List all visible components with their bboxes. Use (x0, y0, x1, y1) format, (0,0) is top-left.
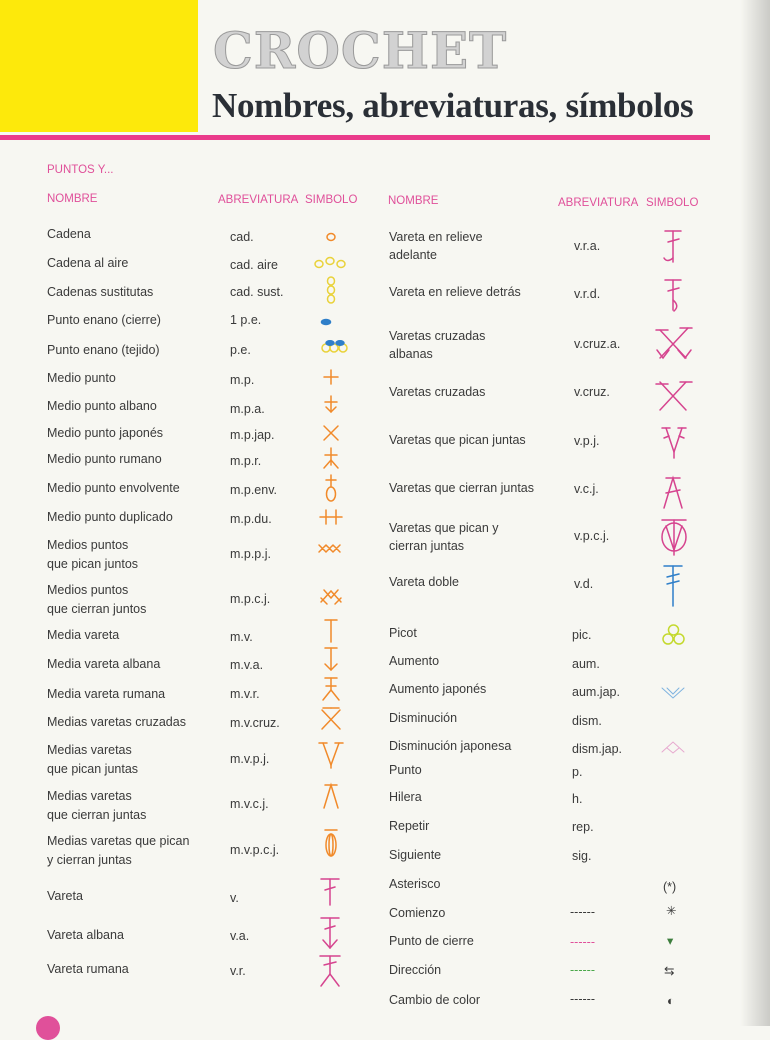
left-row-abbr: m.v.p.c.j. (230, 843, 280, 857)
sc-together-icon (319, 545, 340, 552)
right-row-name: Disminución japonesa (389, 739, 512, 753)
dc-puff-icon (662, 520, 686, 555)
left-row-abbr: m.p.c.j. (230, 592, 271, 606)
right-row-name: Hilera (389, 790, 422, 804)
right-row-name: Picot (389, 626, 417, 640)
right-row-name: Repetir (389, 819, 430, 833)
left-row-abbr: m.p.env. (230, 483, 278, 497)
right-row-name: Aumento japonés (389, 682, 487, 696)
right-row-name: Cambio de color (389, 993, 481, 1007)
right-row-abbr: v.d. (574, 577, 594, 591)
right-row-name: Varetas que pican juntas (389, 433, 526, 447)
left-row-name: Vareta (47, 889, 83, 903)
left-row-abbr: p.e. (230, 343, 251, 357)
right-row-name: Vareta doble (389, 575, 459, 589)
left-row-abbr: m.v.a. (230, 658, 264, 672)
right-header-name: NOMBRE (388, 195, 439, 207)
left-row-name: Medias varetas (47, 743, 132, 757)
right-row-abbr: ------ (570, 963, 595, 977)
hdc-close-together-icon (324, 785, 338, 808)
left-row-name: Vareta rumana (47, 962, 129, 976)
left-row-name: Punto enano (cierre) (47, 313, 161, 327)
left-row-name: Medias varetas que pican (47, 834, 190, 848)
hdc-icon (325, 620, 337, 642)
right-row-name: Vareta en relieve detrás (389, 285, 521, 299)
dc-icon (321, 879, 339, 905)
left-header-name: NOMBRE (47, 193, 98, 205)
left-row-name: Punto enano (tejido) (47, 343, 160, 357)
right-row-abbr: rep. (572, 820, 594, 834)
left-row-abbr: m.p.jap. (230, 428, 275, 442)
left-row-name: Cadenas sustitutas (47, 285, 154, 299)
japanese-increase-icon (662, 688, 684, 698)
double-plus-icon (320, 510, 342, 524)
right-row-abbr: v.r.a. (574, 239, 601, 253)
right-header-symbol: SIMBOLO (646, 197, 699, 209)
right-row-name: Varetas cruzadas (389, 329, 486, 343)
left-header-symbol: SIMBOLO (305, 194, 358, 206)
direction-icon: ⇆ (664, 964, 675, 978)
right-row-name: Aumento (389, 654, 440, 668)
slip-stitch-chains-icon (322, 341, 347, 352)
right-row-abbr: v.c.j. (574, 482, 599, 496)
right-row-abbr: aum. (572, 657, 600, 671)
plus-icon (324, 370, 338, 384)
dc-together-icon (662, 428, 686, 458)
right-row-name-line2: adelante (389, 248, 437, 262)
page-subtitle: Nombres, abreviaturas, símbolos (212, 86, 694, 125)
right-row-name: Varetas cruzadas (389, 385, 486, 399)
right-row-name: Varetas que pican y (389, 521, 499, 535)
left-row-abbr: m.v. (230, 630, 253, 644)
right-row-abbr: dism.jap. (572, 742, 623, 756)
right-row-abbr: ------ (570, 935, 595, 949)
right-row-name: Vareta en relieve (389, 230, 483, 244)
albanian-dc-icon (321, 918, 339, 948)
front-post-dc-icon (664, 231, 681, 262)
left-row-name: Media vareta rumana (47, 687, 166, 701)
left-row-abbr: cad. aire (230, 258, 278, 272)
left-row-abbr: v.r. (230, 964, 246, 978)
section-label: PUNTOS Y... (47, 164, 114, 176)
left-row-name: Media vareta (47, 628, 120, 642)
right-row-name-line2: cierran juntas (389, 539, 465, 553)
x-icon (324, 426, 338, 440)
right-row-abbr: dism. (572, 714, 602, 728)
japanese-decrease-icon (662, 742, 684, 753)
three-chains-icon (315, 258, 345, 268)
right-row-abbr: sig. (572, 849, 592, 863)
slip-stitch-icon (322, 320, 331, 325)
left-row-name-line2: que pican juntos (47, 557, 139, 571)
left-row-name-line2: que cierran juntos (47, 602, 147, 616)
left-row-abbr: m.v.p.j. (230, 752, 270, 766)
left-row-name: Cadena (47, 227, 91, 241)
right-header-abbr: ABREVIATURA (558, 197, 639, 209)
right-row-abbr: v.cruz. (574, 385, 610, 399)
crossed-hdc-icon (322, 708, 340, 729)
right-row-abbr: h. (572, 792, 583, 806)
right-row-abbr: aum.jap. (572, 685, 620, 699)
left-row-abbr: m.v.cruz. (230, 716, 280, 730)
picot-icon (663, 625, 684, 644)
left-row-name: Medio punto rumano (47, 452, 162, 466)
right-row-name: Punto (389, 763, 422, 777)
left-row-abbr: m.v.r. (230, 687, 260, 701)
start-icon: ✳ (666, 904, 677, 918)
hdc-together-icon (319, 743, 343, 768)
right-row-name: Comienzo (389, 906, 446, 920)
albanian-hdc-icon (325, 648, 337, 670)
left-row-abbr: v.a. (230, 929, 250, 943)
sc-close-together-icon (321, 590, 341, 604)
crossed-dc-icon (656, 382, 692, 410)
page-number-dot (36, 1016, 60, 1040)
romanian-dc-icon (320, 956, 340, 986)
albanian-sc-icon (325, 396, 337, 412)
left-row-abbr: v. (230, 891, 239, 905)
romanian-sc-icon (324, 448, 338, 468)
right-row-abbr: v.p.c.j. (574, 529, 610, 543)
right-row-name-line2: albanas (389, 347, 433, 361)
left-row-name: Medias varetas (47, 789, 132, 803)
right-row-abbr: pic. (572, 628, 592, 642)
crossed-albanian-dc-icon (656, 328, 692, 358)
left-row-name: Medio punto (47, 371, 116, 385)
left-row-abbr: m.p.du. (230, 512, 272, 526)
right-row-name: Punto de cierre (389, 934, 474, 948)
left-row-name: Medio punto duplicado (47, 510, 173, 524)
page-title: CROCHET (213, 21, 508, 80)
left-row-name-line2: que pican juntas (47, 762, 139, 776)
left-row-name: Medios puntos (47, 538, 129, 552)
left-row-abbr: cad. (230, 230, 254, 244)
stacked-chains-icon (328, 277, 335, 303)
right-row-name: Dirección (389, 963, 442, 977)
right-row-abbr: p. (572, 765, 583, 779)
left-header-abbr: ABREVIATURA (218, 194, 299, 206)
dc-close-together-icon (664, 478, 682, 508)
left-row-abbr: 1 p.e. (230, 313, 262, 327)
right-row-abbr: v.cruz.a. (574, 337, 621, 351)
left-row-name: Medios puntos (47, 583, 129, 597)
left-row-name: Medio punto japonés (47, 426, 164, 440)
left-row-abbr: m.p.a. (230, 402, 265, 416)
right-row-name: Asterisco (389, 877, 441, 891)
closing-point-icon: ▾ (667, 934, 674, 948)
hdc-puff-icon (325, 830, 337, 856)
left-row-name: Cadena al aire (47, 256, 129, 270)
enveloping-sc-icon (326, 475, 336, 501)
left-row-abbr: m.p. (230, 373, 255, 387)
chain-icon (327, 234, 335, 241)
treble-icon (664, 566, 682, 606)
right-row-abbr: ------ (570, 905, 595, 919)
left-row-name: Vareta albana (47, 928, 124, 942)
right-row-name: Disminución (389, 711, 458, 725)
right-row-name: Varetas que cierran juntas (389, 481, 534, 495)
left-row-name: Medio punto albano (47, 399, 157, 413)
left-row-abbr: cad. sust. (230, 285, 284, 299)
left-row-abbr: m.p.p.j. (230, 547, 271, 561)
asterisk-symbol: (*) (663, 880, 677, 894)
right-row-abbr: v.r.d. (574, 287, 601, 301)
color-change-icon: ◐ (667, 994, 675, 1008)
left-row-name: Media vareta albana (47, 657, 161, 671)
left-row-name: Medias varetas cruzadas (47, 715, 186, 729)
right-row-abbr: v.p.j. (574, 434, 600, 448)
right-row-name: Siguiente (389, 848, 442, 862)
right-row-abbr: ------ (570, 992, 595, 1006)
romanian-hdc-icon (323, 678, 339, 700)
left-row-name-line2: y cierran juntas (47, 853, 132, 867)
left-row-name-line2: que cierran juntas (47, 808, 147, 822)
back-post-dc-icon (665, 280, 681, 311)
left-row-name: Medio punto envolvente (47, 481, 180, 495)
left-row-abbr: m.v.c.j. (230, 797, 269, 811)
left-row-abbr: m.p.r. (230, 454, 262, 468)
